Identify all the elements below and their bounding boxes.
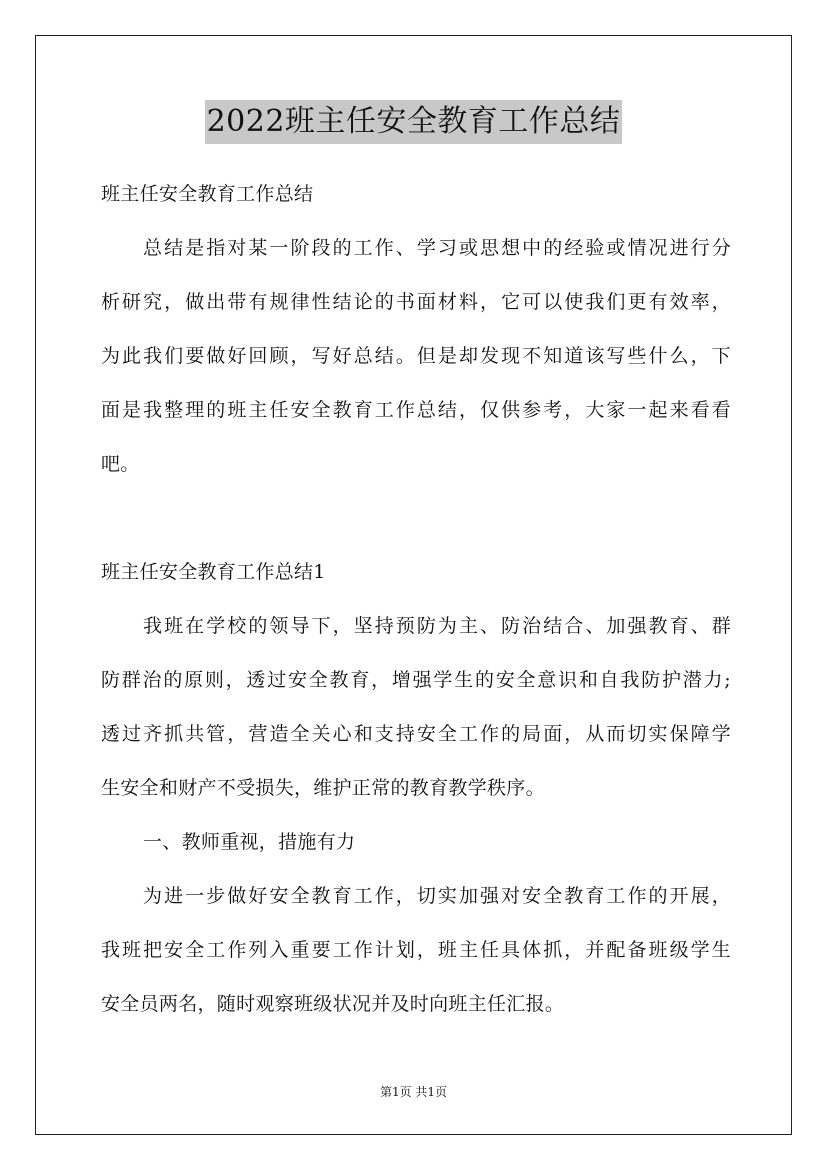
document-title: 2022班主任安全教育工作总结: [205, 100, 623, 144]
page-footer: 第1页 共1页: [379, 1085, 448, 1099]
title-container: [0, 100, 827, 144]
intro-line-1: 总结是指对某一阶段的工作、学习或思想中的经验或情况进行分: [143, 237, 731, 259]
section-heading: 一、教师重视，措施有力: [143, 831, 356, 853]
paragraph-gap: [101, 498, 731, 552]
intro-line-3: 为此我们要做好回顾，写好总结。但是却发现不知道该写些什么，下: [101, 345, 731, 367]
para-1-line-3: 透过齐抓共管，营造全关心和支持安全工作的局面，从而切实保障学: [101, 723, 731, 745]
para-2-line-1: 为进一步做好安全教育工作，切实加强对安全教育工作的开展，: [143, 885, 731, 907]
intro-line-5: 吧。: [101, 453, 140, 475]
heading-2: 班主任安全教育工作总结1: [101, 561, 326, 583]
para-2-line-3: 安全员两名，随时观察班级状况并及时向班主任汇报。: [101, 993, 565, 1015]
para-1-line-4: 生安全和财产不受损失，维护正常的教育教学秩序。: [101, 777, 545, 799]
para-1-line-2: 防群治的原则，透过安全教育，增强学生的安全意识和自我防护潜力;: [101, 669, 731, 691]
intro-line-2: 析研究，做出带有规律性结论的书面材料，它可以使我们更有效率，: [101, 291, 731, 313]
intro-line-4: 面是我整理的班主任安全教育工作总结，仅供参考，大家一起来看看: [101, 399, 731, 421]
heading-1: 班主任安全教育工作总结: [101, 183, 314, 205]
para-2-line-2: 我班把安全工作列入重要工作计划，班主任具体抓，并配备班级学生: [101, 939, 731, 961]
document-body: [101, 174, 731, 1038]
para-1-line-1: 我班在学校的领导下，坚持预防为主、防治结合、加强教育、群: [143, 615, 731, 637]
